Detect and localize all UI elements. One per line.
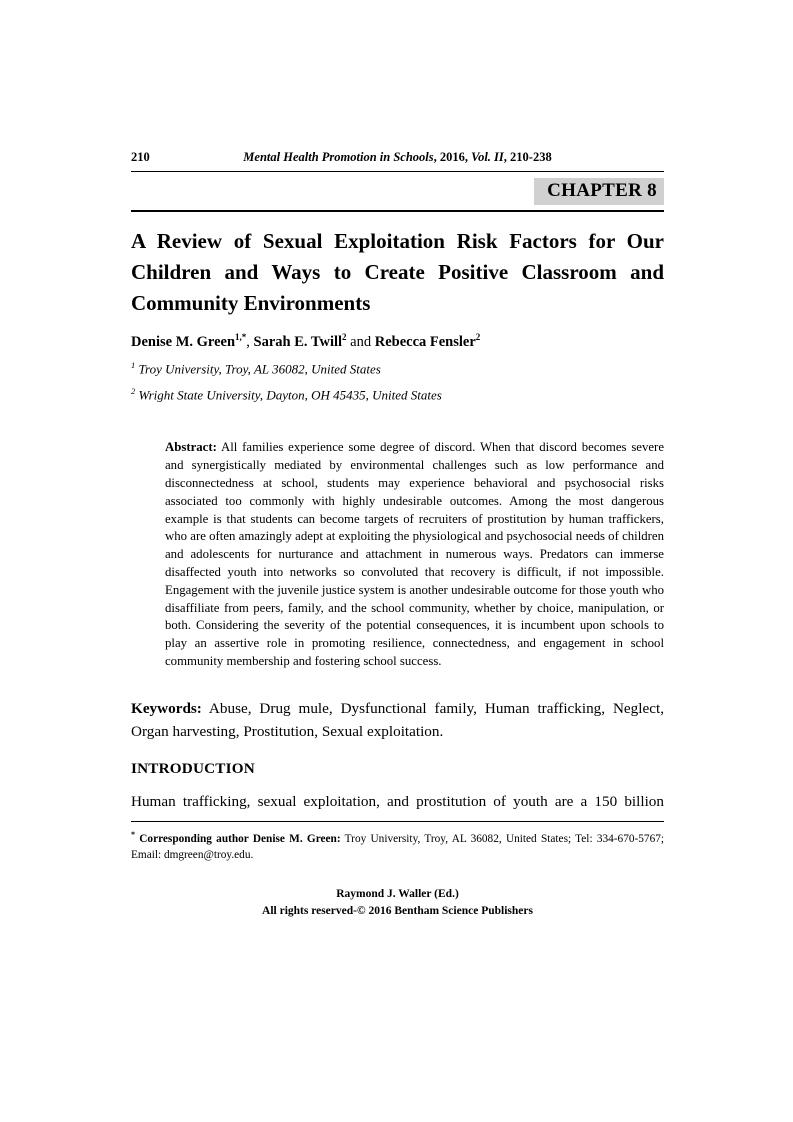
abstract-label: Abstract: (165, 440, 217, 455)
article-title: A Review of Sexual Exploitation Risk Factors for Our Children and Ways to Create Positive Classroom and Community Environments (131, 229, 664, 315)
affiliation-1 (131, 360, 664, 377)
affiliation-1-text: Troy University, Troy, AL 36082, United States (135, 361, 381, 377)
footnote-divider (131, 821, 664, 822)
journal-volume: Vol. II (471, 150, 504, 164)
editor-line: Raymond J. Waller (Ed.) (336, 887, 459, 900)
chapter-row (131, 178, 664, 205)
introduction-first-line: Human trafficking, sexual exploitation, and prostitution of youth are a 150 billion (131, 792, 664, 810)
publisher-footer (131, 886, 664, 921)
running-header (131, 150, 664, 167)
footnote-rest-text: Troy University, Troy, AL 36082, United States; Tel: 334-670-5767; Email: dmgreen@troy.edu. (131, 832, 665, 862)
author-2: Sarah E. Twill (253, 333, 343, 350)
journal-pages: , 210-238 (503, 150, 552, 164)
keywords-block (131, 697, 664, 744)
author-separator-1: , (246, 333, 254, 350)
footnote-bold-text: Corresponding author Denise M. Green: (135, 832, 341, 845)
author-3-affiliation-mark: 2 (475, 332, 481, 342)
abstract-block (165, 439, 664, 670)
affiliation-2 (131, 386, 664, 403)
header-divider (131, 171, 664, 172)
author-line (131, 332, 664, 351)
corresponding-author-footnote (131, 827, 664, 864)
abstract-text: All families experience some degree of discord. When that discord becomes severe and synergistically mediated by environmental challenges such as low performance and disconnectedness at school, students may experience behavioral and psychosocial risks associated too commonly with highly undesirable outcomes. Among the most dangerous example is that students can become targets of recruiters of prostitution by human traffickers, who are often amazingly adept at exploiting the physiological and psychosocial needs of children and adolescents for nurturance and attachment in numerous ways. Predators can immerse disaffected youth into networks so convoluted that recovery is difficult, if not impossible. Engagement with the juvenile justice system is another undesirable outcome for those youth who disaffiliate from peers, family, and the school community, whether by choice, manipulation, or both. Considering the severity of the potential consequences, it is incumbent upon schools to play an assertive role in promoting resilience, connectedness, and engagement in school community membership and fostering school success. (165, 440, 664, 669)
keywords-text: Abuse, Drug mule, Dysfunctional family, Human trafficking, Neglect, Organ harvesting, Prostitution, Sexual exploitation. (131, 699, 664, 741)
journal-year: , 2016, (433, 150, 472, 164)
author-3: Rebecca Fensler (374, 333, 476, 350)
journal-title: Mental Health Promotion in Schools (243, 150, 434, 164)
page-content (131, 150, 664, 921)
keywords-label: Keywords: (131, 699, 202, 717)
rights-line: All rights reserved-© 2016 Bentham Science Publishers (262, 905, 533, 918)
chapter-badge: CHAPTER 8 (534, 178, 664, 205)
affiliation-1-mark: 1 (131, 359, 136, 370)
affiliation-2-mark: 2 (131, 386, 136, 397)
chapter-divider (131, 210, 664, 212)
journal-citation (131, 150, 664, 165)
author-1-affiliation-mark: 1,* (235, 332, 247, 342)
affiliation-2-text: Wright State University, Dayton, OH 45435, United States (135, 387, 442, 403)
author-1: Denise M. Green (131, 333, 236, 350)
page-number: 210 (131, 150, 150, 164)
introduction-heading: INTRODUCTION (131, 759, 255, 777)
footnote-marker: * (131, 829, 135, 839)
author-2-affiliation-mark: 2 (342, 332, 347, 342)
author-separator-2: and (346, 333, 375, 350)
